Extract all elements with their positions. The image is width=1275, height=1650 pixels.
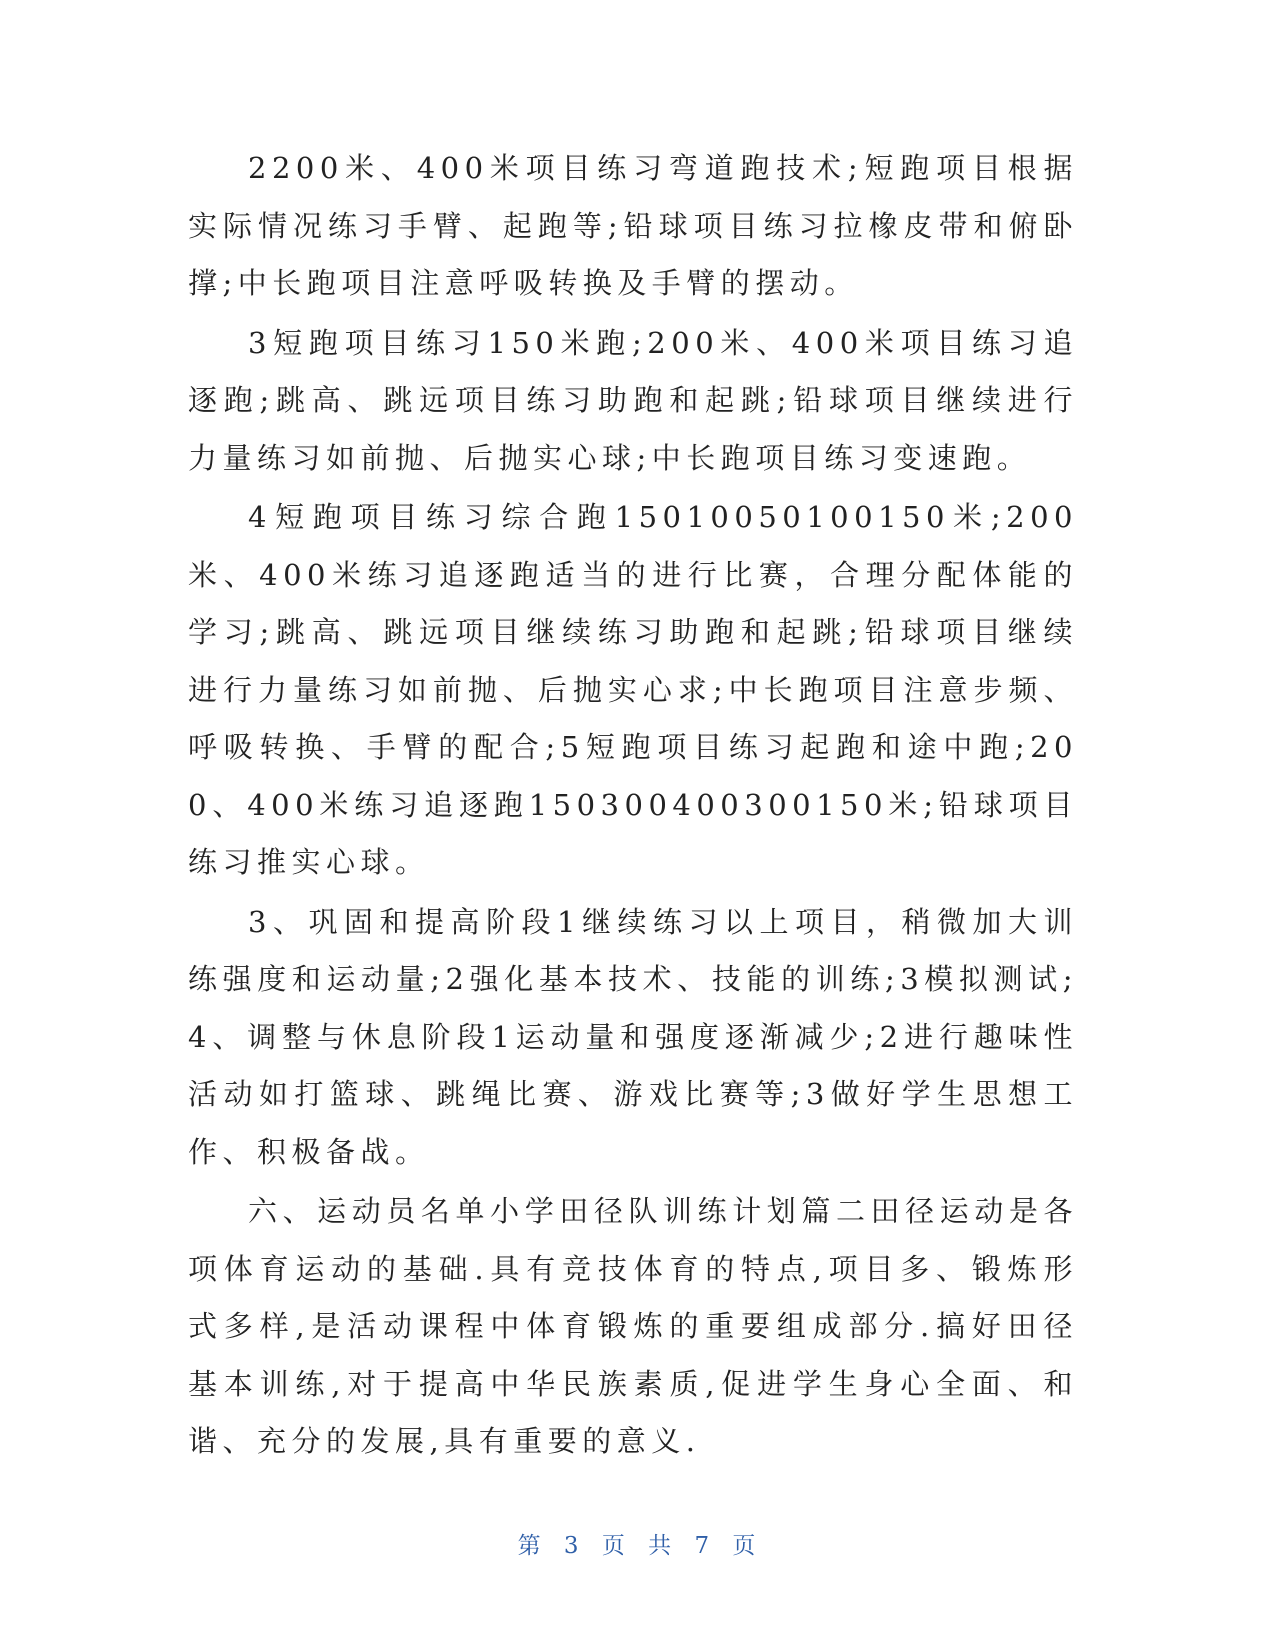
footer-suffix: 页 (732, 1533, 758, 1559)
paragraph: 4短跑项目练习综合跑15010050100150米;200米、400米练习追逐跑适当的进行比赛，合理分配体能的学习;跳高、跳远项目继续练习助跑和起跳;铅球项目继续进行力量练习如前抛、后抛实心求;中长跑项目注意步频、呼吸转换、手臂的配合;5短跑项目练习起跑和途中跑;200、400米练习追逐跑150300400300150米;铅球项目练习推实心球。 (188, 500, 1078, 879)
footer-page-word: 页 (601, 1533, 627, 1559)
footer-total-pages: 7 (694, 1533, 712, 1559)
paragraph: 六、运动员名单小学田径队训练计划篇二田径运动是各项体育运动的基础.具有竞技体育的特点,项目多、锻炼形式多样,是活动课程中体育锻炼的重要组成部分.搞好田径基本训练,对于提高中华民族素质,促进学生身心全面、和谐、充分的发展,具有重要的意义. (188, 1194, 1078, 1458)
paragraph: 3短跑项目练习150米跑;200米、400米项目练习追逐跑;跳高、跳远项目练习助跑和起跳;铅球项目继续进行力量练习如前抛、后抛实心球;中长跑项目练习变速跑。 (188, 325, 1078, 475)
footer-prefix: 第 (517, 1533, 543, 1559)
page-number-footer (0, 1527, 1275, 1560)
document-body (188, 140, 1078, 1473)
paragraph: 2200米、400米项目练习弯道跑技术;短跑项目根据实际情况练习手臂、起跑等;铅球项目练习拉橡皮带和俯卧撑;中长跑项目注意呼吸转换及手臂的摆动。 (188, 151, 1078, 300)
footer-current-page: 3 (563, 1533, 581, 1559)
paragraph: 3、巩固和提高阶段1继续练习以上项目，稍微加大训练强度和运动量;2强化基本技术、技能的训练;3模拟测试;4、调整与休息阶段1运动量和强度逐渐减少;2进行趣味性活动如打篮球、跳绳比赛、游戏比赛等;3做好学生思想工作、积极备战。 (188, 904, 1078, 1169)
footer-total-word: 共 (648, 1533, 674, 1559)
